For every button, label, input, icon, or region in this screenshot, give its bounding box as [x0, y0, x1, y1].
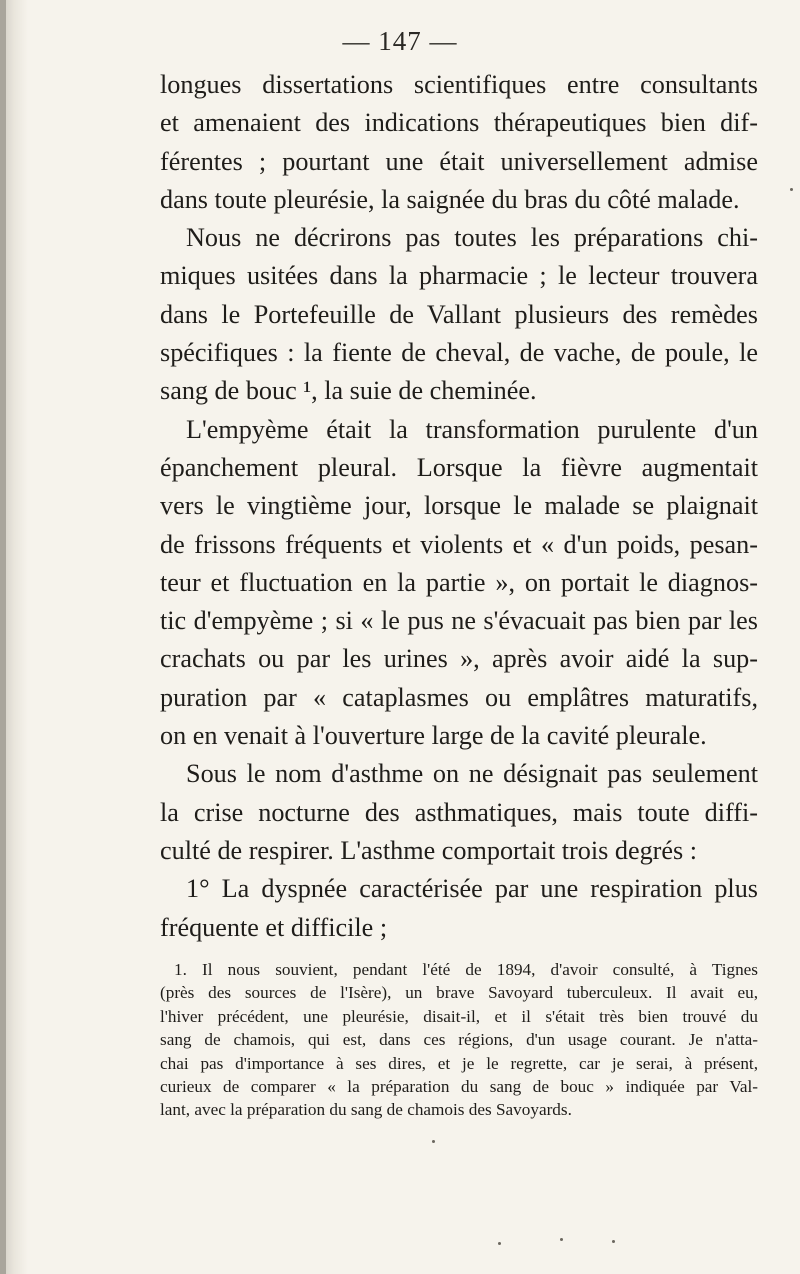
body-line: longues dissertations scientifiques entre consultants — [160, 70, 758, 99]
paper-speck — [432, 1140, 435, 1143]
body-line: épanchement pleural. Lorsque la fièvre augmentait — [160, 452, 758, 482]
paper-speck — [612, 1240, 615, 1243]
body-line: on en venait à l'ouverture large de la cavité pleurale. — [160, 721, 707, 751]
footnote-line: (près des sources de l'Isère), un brave Savoyard tuberculeux. Il avait eu, — [160, 983, 758, 1003]
footnote-line: lant, avec la préparation du sang de chamois des Savoyards. — [160, 1100, 572, 1120]
page-binding-edge — [0, 0, 6, 1274]
body-line: crachats ou par les urines », après avoir aidé la sup- — [160, 644, 758, 674]
footnote-line: chai pas d'importance à ses dires, et je le regrette, car je serai, à présent, — [160, 1053, 758, 1073]
paper-speck — [560, 1238, 563, 1241]
body-line: L'empyème était la transformation purulente d'un — [186, 414, 758, 444]
body-line: Sous le nom d'asthme on ne désignait pas seulement — [186, 759, 758, 789]
body-line: puration par « cataplasmes ou emplâtres maturatifs, — [160, 682, 758, 712]
body-line: dans le Portefeuille de Vallant plusieurs des remèdes — [160, 299, 758, 329]
body-line: miques usitées dans la pharmacie ; le lecteur trouvera — [160, 261, 758, 291]
body-line: fréquente et difficile ; — [160, 912, 388, 942]
body-line: et amenaient des indications thérapeutiques bien dif- — [160, 108, 758, 138]
body-line: dans toute pleurésie, la saignée du bras du côté malade. — [160, 184, 740, 214]
body-text — [160, 66, 758, 947]
body-line: spécifiques : la fiente de cheval, de vache, de poule, le — [160, 338, 758, 368]
footnote-line: curieux de comparer « la préparation du sang de bouc » indiquée par Val- — [160, 1077, 758, 1097]
body-line: 1° La dyspnée caractérisée par une respiration plus — [186, 874, 758, 904]
body-line: tic d'empyème ; si « le pus ne s'évacuait pas bien par les — [160, 606, 758, 636]
body-line: Nous ne décrirons pas toutes les préparations chi- — [186, 223, 758, 253]
page-number: — 147 — — [342, 26, 458, 56]
body-line: vers le vingtième jour, lorsque le malade se plaignait — [160, 491, 758, 521]
footnote-line: 1. Il nous souvient, pendant l'été de 1894, d'avoir consulté, à Tignes — [174, 960, 758, 979]
footnote-line: sang de chamois, qui est, dans ces régions, d'un usage courant. Je n'atta- — [160, 1030, 758, 1050]
body-line: teur et fluctuation en la partie », on portait le diagnos- — [160, 567, 758, 597]
paper-speck — [790, 188, 793, 191]
footnote-line: l'hiver précédent, une pleurésie, disait-il, et il s'était très bien trouvé du — [160, 1006, 758, 1026]
body-line: culté de respirer. L'asthme comportait trois degrés : — [160, 835, 698, 865]
footnote — [160, 958, 758, 1122]
body-line: sang de bouc ¹, la suie de cheminée. — [160, 376, 537, 406]
body-line: férentes ; pourtant une était universellement admise — [160, 146, 758, 176]
paper-speck — [498, 1242, 501, 1245]
body-line: de frissons fréquents et violents et « d'un poids, pesan- — [160, 529, 758, 559]
body-line: la crise nocturne des asthmatiques, mais toute diffi- — [160, 797, 758, 827]
